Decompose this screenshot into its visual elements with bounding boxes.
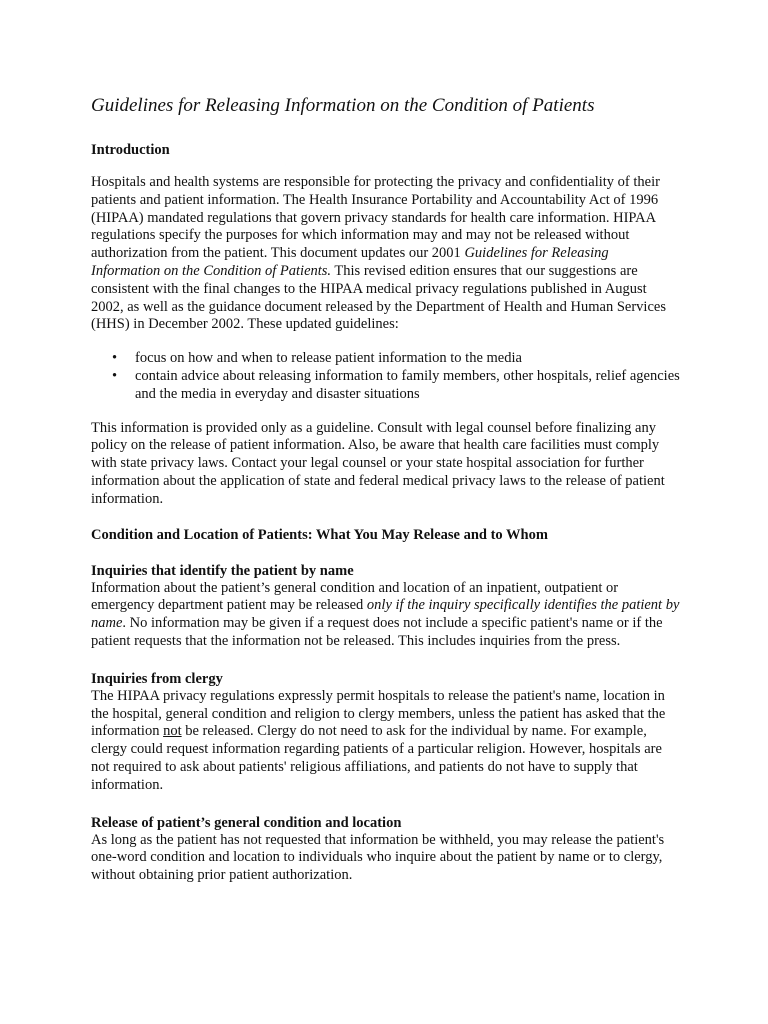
intro-p1-italic-title: Guidelines for Releasing Information on the Condition of Patients. <box>91 245 609 279</box>
sub1-text-italic: only if the inquiry specifically identifies the patient by name <box>91 597 680 632</box>
subsection-text-clergy <box>91 688 680 795</box>
subsection-heading-clergy: Inquiries from clergy <box>91 670 223 687</box>
sub2-text-b: be released. Clergy do not need to ask for the individual by name. For example, clergy could request information regarding patients of a particular religion. However, hospitals are not required to ask about patients' religious affiliations, and patients do not have to supply that information. <box>91 723 662 793</box>
subsection-text-name-inquiries <box>91 580 680 651</box>
subsection-text-general-condition: As long as the patient has not requested that information be withheld, you may release the patient's one-word condition and location to individuals who inquire about the patient by name or to clergy, without obtaining prior patient authorization. <box>91 831 665 884</box>
bullet-icon: • <box>112 367 118 384</box>
bullet-item <box>91 368 680 404</box>
intro-heading: Introduction <box>91 142 170 158</box>
intro-p1-text-a: Hospitals and health systems are responsible for protecting the privacy and confidentiality of their patients and patient information. The Health Insurance Portability and Accountability Act of 1996 (HIPAA) mandated regulations that govern privacy standards for health care information. HIPAA regulations specify the purposes for which information may and may not be released without authorization from the patient. This document updates our 2001 <box>91 174 660 262</box>
subsection-heading-name-inquiries: Inquiries that identify the patient by name <box>91 562 354 579</box>
guidelines-bullet-list <box>91 350 680 403</box>
sub2-text-a: The HIPAA privacy regulations expressly permit hospitals to release the patient's name, location in the hospital, general condition and religion to clergy members, unless the patient has asked that the information <box>91 687 666 740</box>
sub1-text-a: Information about the patient’s general condition and location of an inpatient, outpatient or emergency department patient may be released <box>91 579 619 614</box>
document-title: Guidelines for Releasing Information on the Condition of Patients <box>91 95 595 116</box>
intro-paragraph-2: This information is provided only as a guideline. Consult with legal counsel before finalizing any policy on the release of patient information. Also, be aware that health care facilities must comply with state privacy laws. Contact your legal counsel or your state hospital association for further information about the application of state and federal medical privacy laws to the release of patient information. <box>91 419 665 507</box>
bullet-item <box>91 350 680 368</box>
subsection-heading-general-condition: Release of patient’s general condition and location <box>91 814 402 831</box>
intro-p1-text-b: This revised edition ensures that our suggestions are consistent with the final changes to the HIPAA medical privacy regulations published in August 2002, as well as the guidance document released by the Department of Health and Human Services (HHS) in December 2002. These updated guidelines: <box>91 262 666 333</box>
bullet-text: focus on how and when to release patient information to the media <box>135 350 522 367</box>
bullet-text: contain advice about releasing information to family members, other hospitals, relief agencies and the media in everyday and disaster situations <box>135 367 680 402</box>
sub1-text-b: . No information may be given if a request does not include a specific patient's name or if the patient requests that the information not be released. This includes inquiries from the press. <box>91 615 663 649</box>
sub2-text-underlined: not <box>163 723 182 740</box>
section-heading: Condition and Location of Patients: What You May Release and to Whom <box>91 526 548 543</box>
intro-paragraph-1 <box>91 174 680 334</box>
bullet-icon: • <box>112 350 118 367</box>
